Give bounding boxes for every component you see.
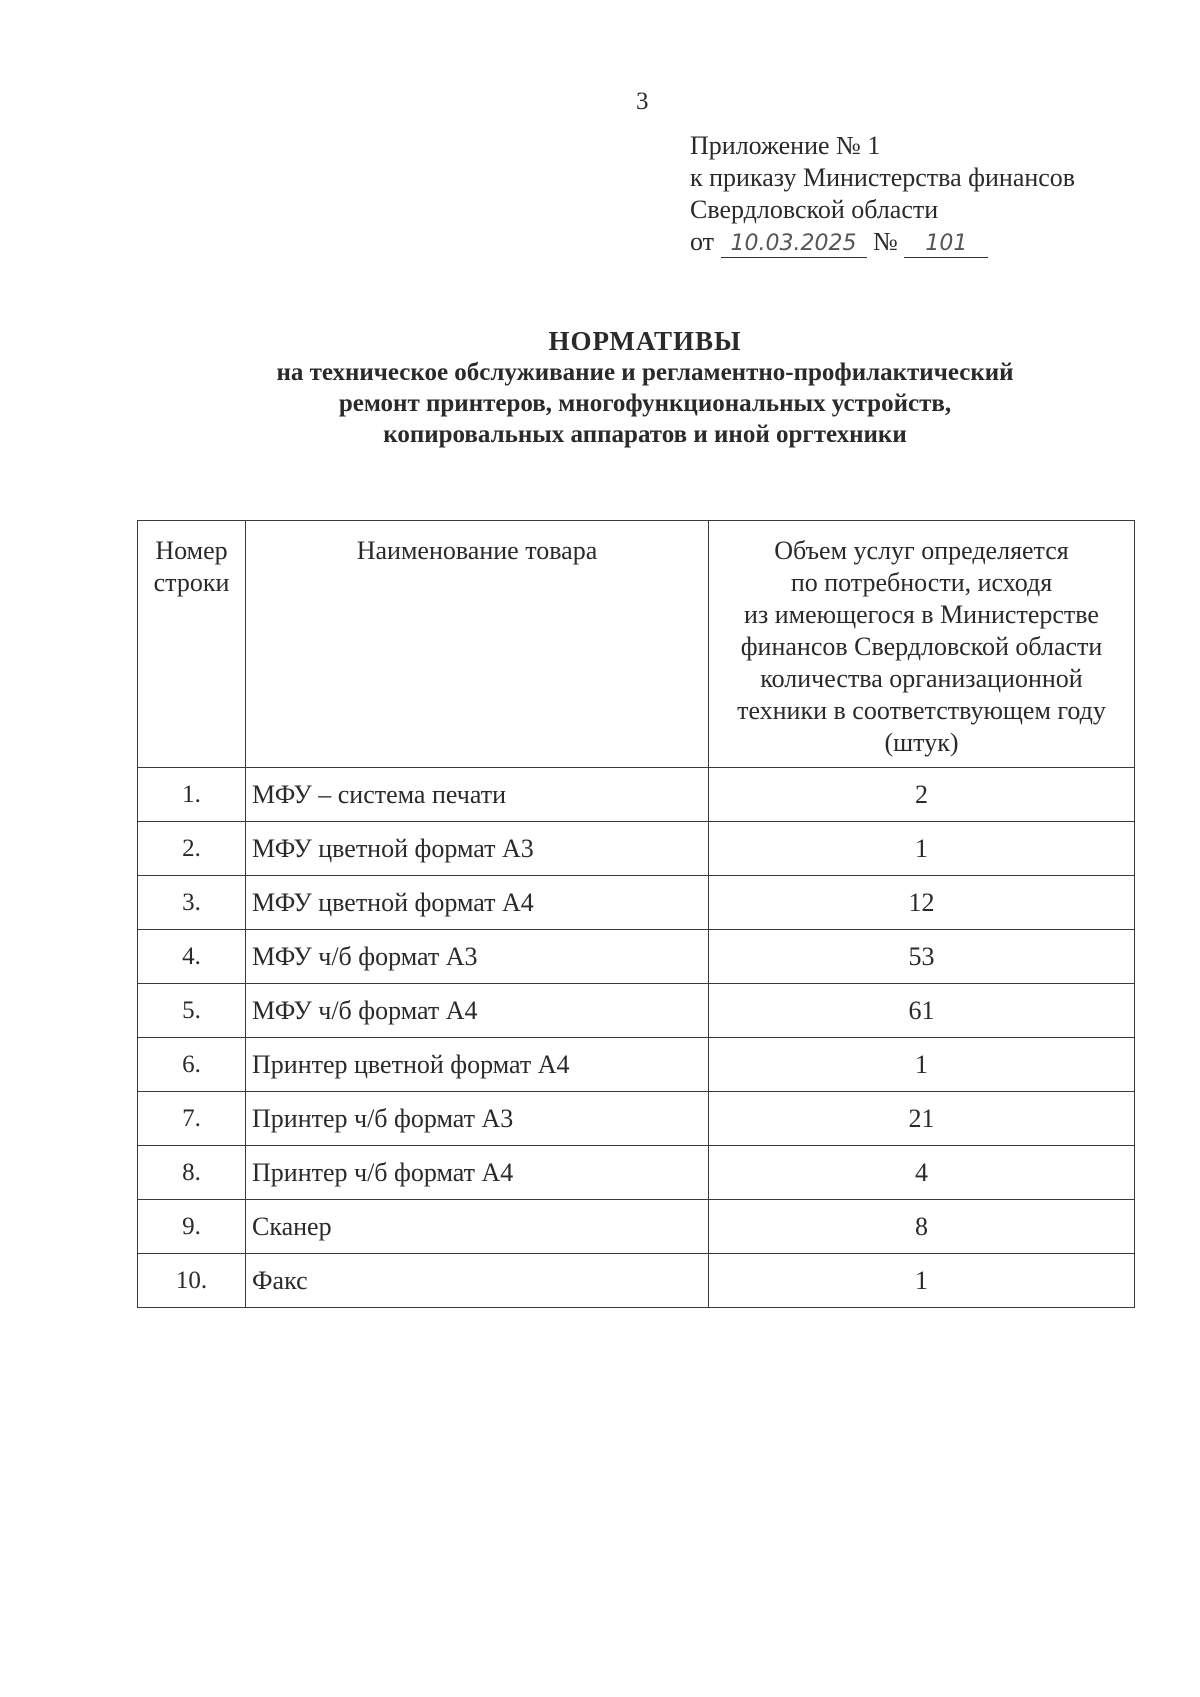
row-number: 7. xyxy=(138,1092,246,1146)
row-number: 1. xyxy=(138,768,246,822)
row-number: 3. xyxy=(138,876,246,930)
document-title: НОРМАТИВЫ xyxy=(548,326,742,356)
norms-table xyxy=(137,520,1135,1308)
header-vol-line: из имеющегося в Министерстве xyxy=(744,600,1099,629)
row-volume: 1 xyxy=(709,822,1135,876)
table-row xyxy=(138,1038,1135,1092)
row-number: 8. xyxy=(138,1146,246,1200)
row-product-name: МФУ цветной формат А4 xyxy=(246,876,709,930)
heading-line-1: на техническое обслуживание и регламентно-профилактический xyxy=(276,359,1014,386)
table-row xyxy=(138,1146,1135,1200)
row-volume: 61 xyxy=(709,984,1135,1038)
row-number: 6. xyxy=(138,1038,246,1092)
appendix-line-2: к приказу Министерства финансов xyxy=(690,163,1076,192)
appendix-block xyxy=(690,130,1075,258)
row-volume: 1 xyxy=(709,1254,1135,1308)
table-row xyxy=(138,1200,1135,1254)
header-vol-line: техники в соответствующем году xyxy=(737,696,1106,725)
row-number: 5. xyxy=(138,984,246,1038)
from-label: от xyxy=(690,227,715,256)
row-number: 2. xyxy=(138,822,246,876)
row-volume: 1 xyxy=(709,1038,1135,1092)
document-heading xyxy=(0,326,1200,450)
header-vol-line: финансов Свердловской области xyxy=(740,632,1103,661)
row-number: 9. xyxy=(138,1200,246,1254)
table-row xyxy=(138,768,1135,822)
header-row-number xyxy=(138,521,246,768)
table-row xyxy=(138,1254,1135,1308)
row-product-name: МФУ ч/б формат А4 xyxy=(246,984,709,1038)
page-number: 3 xyxy=(636,88,649,115)
header-product-name xyxy=(246,521,709,768)
heading-line-2: ремонт принтеров, многофункциональных устройств, xyxy=(338,390,952,417)
appendix-line-4 xyxy=(690,226,1075,258)
number-label: № xyxy=(873,227,898,256)
row-product-name: Сканер xyxy=(246,1200,709,1254)
header-vol-line: Объем услуг определяется xyxy=(774,536,1069,565)
table-row xyxy=(138,876,1135,930)
header-vol-line: количества организационной xyxy=(760,664,1083,693)
table-row xyxy=(138,1092,1135,1146)
row-number: 10. xyxy=(138,1254,246,1308)
row-product-name: МФУ цветной формат А3 xyxy=(246,822,709,876)
handwritten-number: 101 xyxy=(904,231,988,258)
row-number: 4. xyxy=(138,930,246,984)
row-volume: 12 xyxy=(709,876,1135,930)
row-product-name: МФУ ч/б формат А3 xyxy=(246,930,709,984)
table-row xyxy=(138,930,1135,984)
row-volume: 4 xyxy=(709,1146,1135,1200)
header-service-volume xyxy=(709,521,1135,768)
row-product-name: Принтер ч/б формат А4 xyxy=(246,1146,709,1200)
header-vol-line: (штук) xyxy=(884,728,959,757)
appendix-line-1: Приложение № 1 xyxy=(690,131,881,160)
header-name-text: Наименование товара xyxy=(356,536,598,565)
row-volume: 53 xyxy=(709,930,1135,984)
header-num-line: Номер xyxy=(155,536,228,565)
row-volume: 8 xyxy=(709,1200,1135,1254)
handwritten-date: 10.03.2025 xyxy=(721,231,867,258)
header-vol-line: по потребности, исходя xyxy=(790,568,1053,597)
table-header-row xyxy=(138,521,1135,768)
table-row xyxy=(138,984,1135,1038)
row-product-name: Принтер ч/б формат А3 xyxy=(246,1092,709,1146)
heading-line-3: копировальных аппаратов и иной оргтехники xyxy=(383,421,907,448)
table-row xyxy=(138,822,1135,876)
row-volume: 2 xyxy=(709,768,1135,822)
row-volume: 21 xyxy=(709,1092,1135,1146)
row-product-name: Принтер цветной формат А4 xyxy=(246,1038,709,1092)
row-product-name: Факс xyxy=(246,1254,709,1308)
header-num-line: строки xyxy=(153,568,230,597)
appendix-line-3: Свердловской области xyxy=(690,195,939,224)
row-product-name: МФУ – система печати xyxy=(246,768,709,822)
